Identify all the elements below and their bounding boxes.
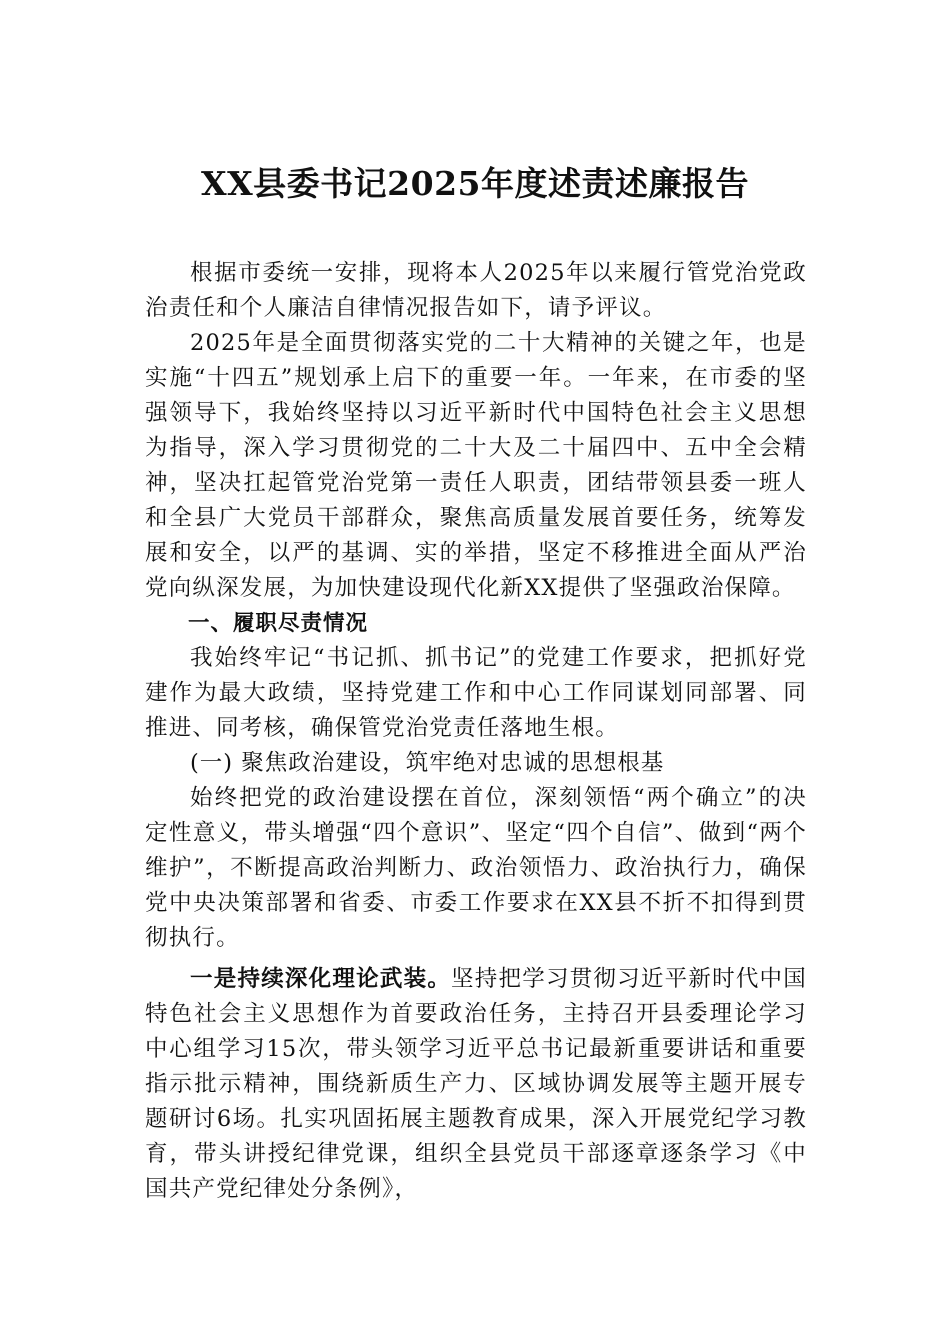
- document-body: [145, 256, 807, 1207]
- point-lead: 一是持续深化理论武装。: [190, 966, 452, 992]
- subsection-heading: (一) 聚焦政治建设，筑牢绝对忠诚的思想根基: [190, 750, 665, 776]
- overview-paragraph: 2025年是全面贯彻落实党的二十大精神的关键之年，也是实施“十四五”规划承上启下的重要一年。一年来，在市委的坚强领导下，我始终坚持以习近平新时代中国特色社会主义思想为指导，深入学习贯彻党的二十大及二十届四中、五中全会精神，坚决扛起管党治党第一责任人职责，团结带领县委一班人和全县广大党员干部群众，聚焦高质量发展首要任务，统筹发展和安全，以严的基调、实的举措，坚定不移推进全面从严治党向纵深发展，为加快建设现代化新XX提供了坚强政治保障。: [145, 330, 807, 601]
- document-title: XX县委书记2025年度述责述廉报告: [200, 164, 750, 203]
- intro-paragraph: 根据市委统一安排，现将本人2025年以来履行管党治党政治责任和个人廉洁自律情况报告如下，请予评议。: [145, 260, 807, 321]
- section-paragraph: 我始终牢记“书记抓、抓书记”的党建工作要求，把抓好党建作为最大政绩，坚持党建工作和中心工作同谋划同部署、同推进、同考核，确保管党治党责任落地生根。: [145, 645, 807, 741]
- section-heading: 一、履职尽责情况: [188, 611, 369, 636]
- point-text: 坚持把学习贯彻习近平新时代中国特色社会主义思想作为首要政治任务，主持召开县委理论学习中心组学习15次，带头领学习近平总书记最新重要讲话和重要指示批示精神，围绕新质生产力、区域协调发展等主题开展专题研讨6场。扎实巩固拓展主题教育成果，深入开展党纪学习教育，带头讲授纪律党课，组织全县党员干部逐章逐条学习《中国共产党纪律处分条例》，: [145, 966, 807, 1202]
- subsection-paragraph: 始终把党的政治建设摆在首位，深刻领悟“两个确立”的决定性意义，带头增强“四个意识”、坚定“四个自信”、做到“两个维护”，不断提高政治判断力、政治领悟力、政治执行力，确保党中央决策部署和省委、市委工作要求在XX县不折不扣得到贯彻执行。: [145, 785, 807, 951]
- point-paragraph: [145, 962, 807, 1207]
